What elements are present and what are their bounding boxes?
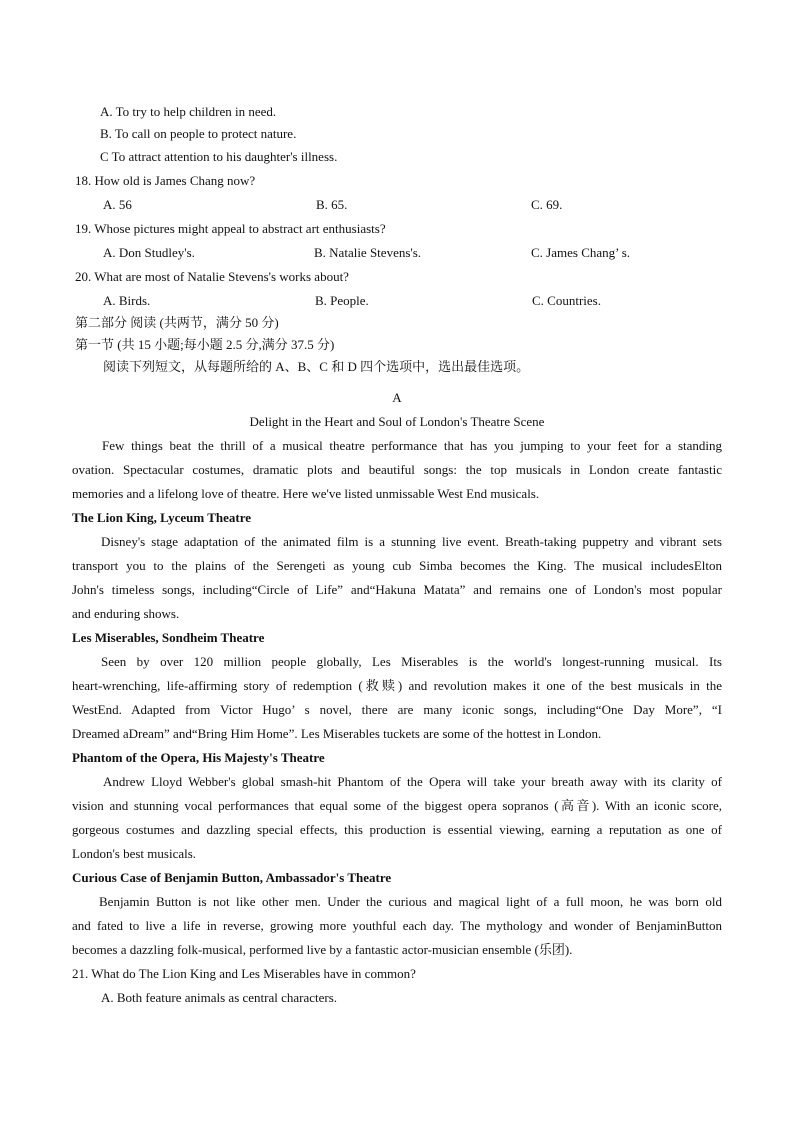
- q17-option-b: B. To call on people to protect nature.: [100, 126, 297, 141]
- q19-option-b: B. Natalie Stevens's.: [314, 245, 422, 260]
- q19-question: 19. Whose pictures might appeal to abstract art enthusiasts?: [75, 221, 386, 236]
- part2-heading: 第二部分 阅读 (共两节，满分 50 分): [75, 315, 279, 330]
- section-heading-phantom: Phantom of the Opera, His Majesty's Theatre: [72, 750, 325, 765]
- q19-option-c: C. James Chang’ s.: [531, 245, 631, 260]
- phantom-line-2: vision and stunning vocal performances that equal some of the biggest opera sopranos (高音). With an iconic score,: [72, 798, 722, 813]
- q17-option-a: A. To try to help children in need.: [100, 104, 277, 119]
- q19-option-a: A. Don Studley's.: [103, 245, 195, 260]
- q20-option-b: B. People.: [315, 293, 369, 308]
- passage-title: Delight in the Heart and Soul of London's Theatre Scene: [249, 414, 545, 429]
- q17-option-c: C To attract attention to his daughter's illness.: [100, 149, 338, 164]
- lion-king-line-2: transport you to the plains of the Serengeti as young cub Simba becomes the King. The musical includesElton: [72, 558, 722, 573]
- phantom-line-1: Andrew Lloyd Webber's global smash-hit Phantom of the Opera will take your breath away with its clarity of: [103, 774, 722, 789]
- q18-option-b: B. 65.: [316, 197, 348, 212]
- benjamin-line-1: Benjamin Button is not like other men. Under the curious and magical light of a full moon, he was born old: [99, 894, 722, 909]
- les-mis-line-3: WestEnd. Adapted from Victor Hugo’ s novel, there are many iconic songs, including“One Day More”, “I: [72, 702, 722, 717]
- q18-question: 18. How old is James Chang now?: [75, 173, 256, 188]
- les-mis-line-4: Dreamed aDream” and“Bring Him Home”. Les Miserables tuckets are some of the hottest in London.: [72, 726, 602, 741]
- lion-king-line-4: and enduring shows.: [72, 606, 180, 621]
- intro-line-2: ovation. Spectacular costumes, dramatic plots and beautiful songs: the top musicals in London create fantastic: [72, 462, 722, 477]
- part2-instructions: 阅读下列短文，从每题所给的 A、B、C 和 D 四个选项中，选出最佳选项。: [103, 359, 530, 374]
- section-heading-les-miserables: Les Miserables, Sondheim Theatre: [72, 630, 265, 645]
- lion-king-line-3: John's timeless songs, including“Circle of Life” and“Hakuna Matata” and remains one of London's most popular: [72, 582, 722, 597]
- benjamin-line-3: becomes a dazzling folk-musical, performed live by a fantastic actor-musician ensemble (乐团).: [72, 942, 573, 957]
- q21-question: 21. What do The Lion King and Les Miserables have in common?: [72, 966, 416, 981]
- les-mis-line-2: heart-wrenching, life-affirming story of redemption (救赎) and revolution makes it one of the best musicals in the: [72, 678, 722, 693]
- phantom-line-3: gorgeous costumes and dazzling special effects, this production is essential viewing, earning a reputation as one of: [72, 822, 722, 837]
- q18-option-c: C. 69.: [531, 197, 563, 212]
- les-mis-line-1: Seen by over 120 million people globally, Les Miserables is the world's longest-running musical. Its: [101, 654, 722, 669]
- section-heading-lion-king: The Lion King, Lyceum Theatre: [72, 510, 252, 525]
- phantom-line-4: London's best musicals.: [72, 846, 197, 861]
- q18-option-a: A. 56: [103, 197, 132, 212]
- q20-option-a: A. Birds.: [103, 293, 151, 308]
- q21-option-a: A. Both feature animals as central characters.: [101, 990, 338, 1005]
- q20-question: 20. What are most of Natalie Stevens's works about?: [75, 269, 349, 284]
- intro-line-1: Few things beat the thrill of a musical theatre performance that has you jumping to your feet for a standing: [102, 438, 722, 453]
- section-heading-benjamin-button: Curious Case of Benjamin Button, Ambassador's Theatre: [72, 870, 392, 885]
- part2-section1-heading: 第一节 (共 15 小题;每小题 2.5 分,满分 37.5 分): [75, 337, 335, 352]
- intro-line-3: memories and a lifelong love of theatre. Here we've listed unmissable West End musicals.: [72, 486, 540, 501]
- passage-letter: A: [392, 390, 402, 405]
- lion-king-line-1: Disney's stage adaptation of the animated film is a stunning live event. Breath-taking puppetry and vibrant sets: [101, 534, 722, 549]
- q20-option-c: C. Countries.: [532, 293, 601, 308]
- benjamin-line-2: and fated to live a life in reverse, growing more youthful each day. The mythology and wonder of BenjaminButton: [72, 918, 722, 933]
